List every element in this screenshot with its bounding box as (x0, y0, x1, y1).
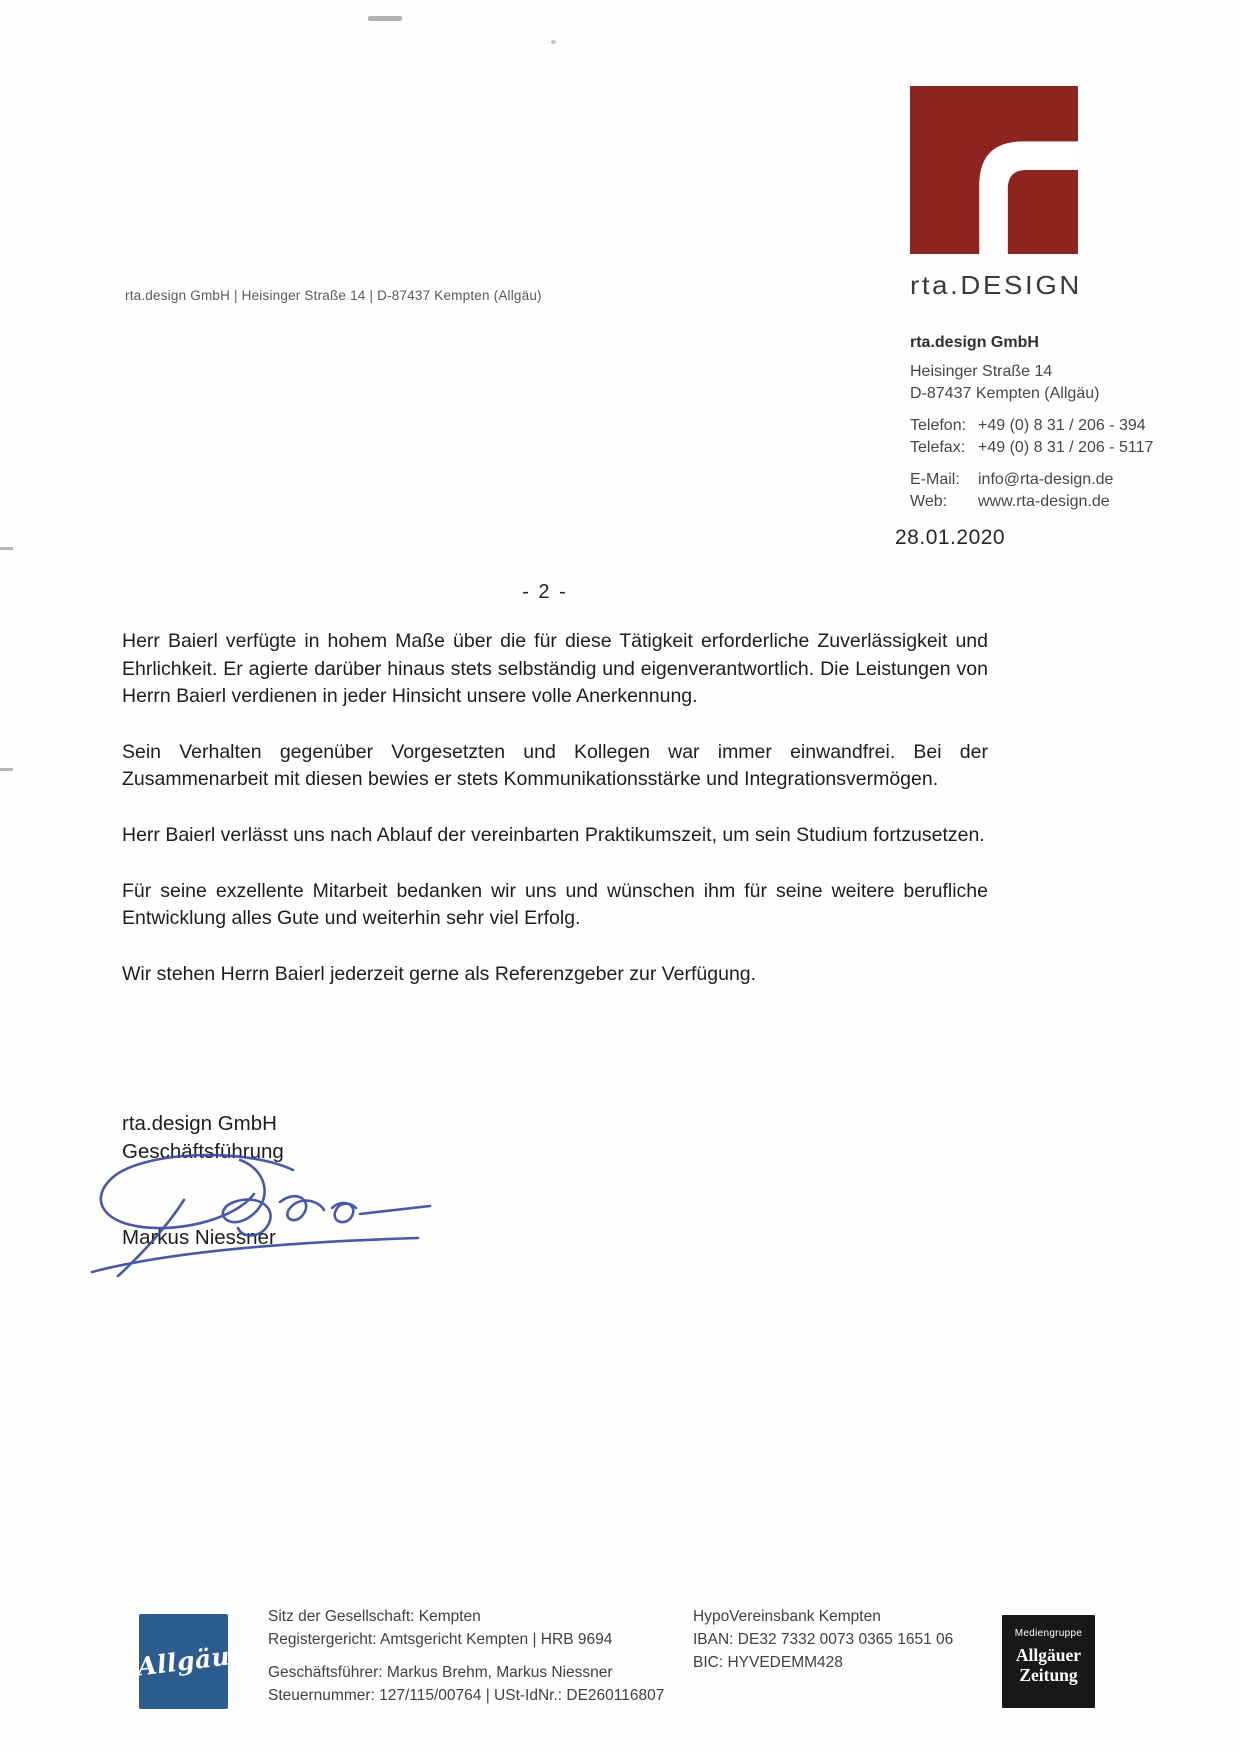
mediengruppe-logo (1002, 1615, 1095, 1708)
page-number: - 2 - (522, 581, 568, 603)
contact-online-group (910, 469, 1153, 513)
footer-line: HypoVereinsbank Kempten (693, 1608, 881, 1625)
company-logo (910, 86, 1090, 301)
footer-line: Registergericht: Amtsgericht Kempten | HRB 9694 (268, 1631, 613, 1648)
fold-mark (0, 768, 13, 771)
contact-address (910, 361, 1153, 405)
media-logo-top: Mediengruppe (1014, 1628, 1083, 1639)
web-label: Web: (910, 493, 948, 510)
paragraph: Für seine exzellente Mitarbeit bedanken wir uns und wünschen ihm für seine weitere berufliche Entwicklung alles Gute und weiterhin sehr viel Erfolg. (122, 879, 988, 930)
footer-line: Steuernummer: 127/115/00764 | USt-IdNr.: DE260116807 (268, 1687, 665, 1704)
paragraph: Wir stehen Herrn Baierl jederzeit gerne als Referenzgeber zur Verfügung. (122, 962, 757, 985)
email-label: E-Mail: (910, 471, 960, 488)
footer-bank (693, 1605, 953, 1674)
paragraph: Herr Baierl verlässt uns nach Ablauf der vereinbarten Praktikumszeit, um sein Studium fortzusetzen. (122, 823, 985, 846)
contact-phone-group (910, 415, 1153, 459)
paragraph: Sein Verhalten gegenüber Vorgesetzten und Kollegen war immer einwandfrei. Bei der Zusammenarbeit mit diesen bewies er stets Kommunikationsstärke und Integrationsvermögen. (122, 740, 988, 791)
signature-role: Geschäftsführung (122, 1140, 284, 1163)
fax-value: +49 (0) 8 31 / 206 - 5117 (978, 439, 1154, 456)
scan-artifact (551, 40, 556, 44)
fold-mark (0, 547, 13, 550)
paragraph: Herr Baierl verfügte in hohem Maße über die für diese Tätigkeit erforderliche Zuverlässigkeit und Ehrlichkeit. Er agierte darüber hinaus stets selbständig und eigenverantwortlich. Die Leistungen von Herrn Baierl verdienen in jeder Hinsicht unsere volle Anerkennung. (122, 630, 988, 708)
letter-body (122, 628, 988, 1016)
contact-street: Heisinger Straße 14 (910, 363, 1053, 380)
signature-name: Markus Niessner (122, 1226, 276, 1249)
fax-label: Telefax: (910, 439, 966, 456)
allgaeu-logo (135, 1614, 232, 1709)
contact-company: rta.design GmbH (910, 334, 1039, 351)
logo-wordmark: rta.DESIGN (910, 270, 1082, 300)
footer-legal (268, 1605, 664, 1707)
footer-line: IBAN: DE32 7332 0073 0365 1651 06 (693, 1631, 954, 1648)
email-value: info@rta-design.de (978, 471, 1114, 488)
contact-block (910, 334, 1153, 523)
media-logo-main (1016, 1645, 1081, 1685)
scan-artifact (368, 16, 402, 21)
media-logo-line1: Allgäuer (1015, 1645, 1082, 1665)
footer-line: Sitz der Gesellschaft: Kempten (268, 1608, 481, 1625)
signature-block (122, 1110, 284, 1166)
footer-line: Geschäftsführer: Markus Brehm, Markus Niessner (268, 1664, 613, 1681)
phone-label: Telefon: (910, 417, 967, 434)
contact-city: D-87437 Kempten (Allgäu) (910, 385, 1100, 402)
phone-value: +49 (0) 8 31 / 206 - 394 (978, 417, 1146, 434)
web-value: www.rta-design.de (978, 493, 1110, 510)
sender-line: rta.design GmbH | Heisinger Straße 14 | D-87437 Kempten (Allgäu) (125, 288, 542, 303)
rta-logo-icon (910, 86, 1078, 254)
letter-date: 28.01.2020 (895, 526, 1006, 549)
allgaeu-logo-text: Allgäu (135, 1641, 232, 1682)
signature-company: rta.design GmbH (122, 1112, 277, 1135)
media-logo-line2: Zeitung (1019, 1665, 1078, 1685)
footer-line: BIC: HYVEDEMM428 (693, 1654, 843, 1671)
